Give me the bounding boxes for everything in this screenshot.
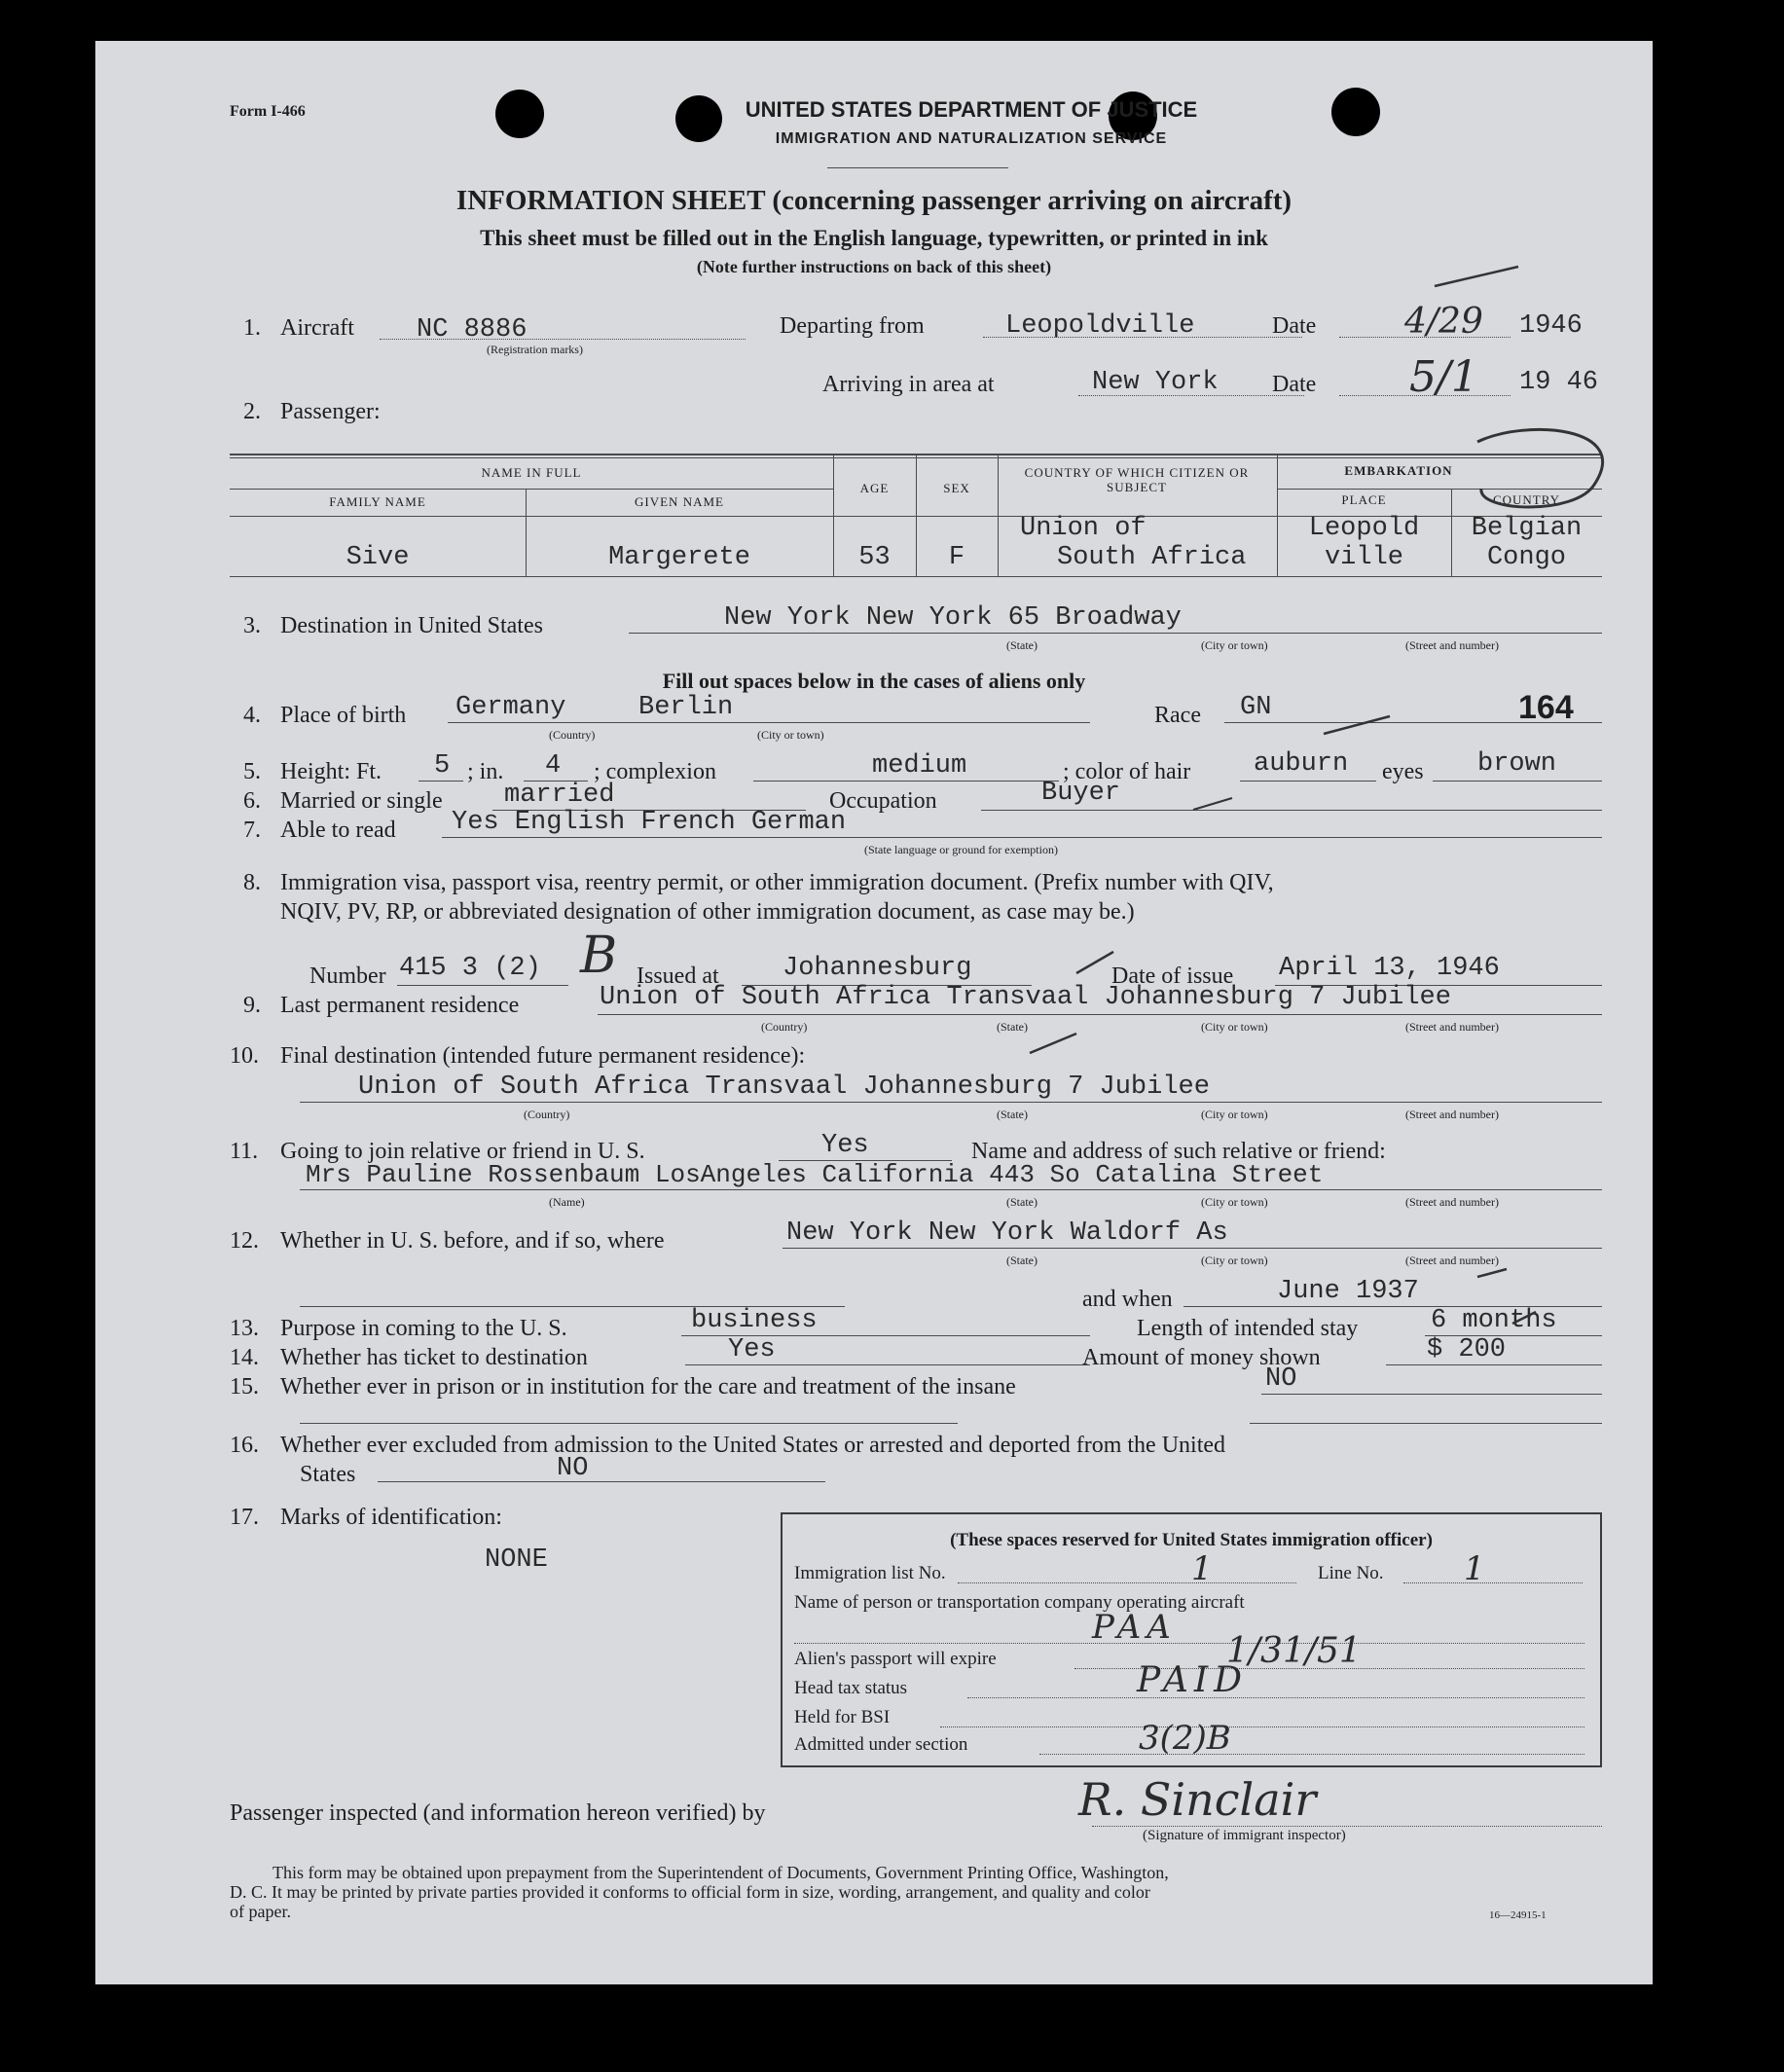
aircraft-label: Aircraft [280, 315, 354, 341]
previous-state-sub: (State) [1006, 1254, 1038, 1267]
marital-value[interactable]: married [504, 781, 615, 810]
birth-country-sub: (Country) [549, 728, 596, 742]
emb-country-cell-line2[interactable]: Congo [1486, 543, 1566, 572]
company-value[interactable]: PAA [1092, 1608, 1177, 1647]
height-in-value[interactable]: 4 [545, 751, 562, 781]
officer-box-title: (These spaces reserved for United States immigration officer) [950, 1530, 1433, 1550]
signature-sub: (Signature of immigrant inspector) [1143, 1828, 1346, 1843]
place-cell-line1[interactable]: Leopold [1308, 514, 1420, 543]
family-name-header: FAMILY NAME [329, 494, 426, 509]
doc-hand-mark: B [580, 927, 618, 985]
passenger-label: Passenger: [280, 399, 381, 424]
aliens-only-note: Fill out spaces below in the cases of aliens only [662, 669, 1086, 693]
height-ft-label: Height: Ft. [280, 759, 382, 784]
doi-value[interactable]: April 13, 1946 [1279, 954, 1500, 983]
ticket-label: Whether has ticket to destination [280, 1345, 588, 1370]
relative-label: Name and address of such relative or friend: [971, 1139, 1386, 1164]
ticket-value[interactable]: Yes [728, 1335, 776, 1364]
item16-number: 16. [230, 1433, 259, 1458]
complexion-label: ; complexion [594, 759, 716, 784]
item4-number: 4. [243, 703, 261, 728]
birthplace-label: Place of birth [280, 703, 407, 728]
item8-number: 8. [243, 870, 261, 895]
item15-number: 15. [230, 1374, 259, 1400]
country-header: COUNTRY OF WHICH CITIZEN OR SUBJECT [1024, 465, 1250, 494]
doc-number-label: Number [309, 963, 386, 989]
previous-visit-value[interactable]: New York New York Waldorf As [786, 1218, 1228, 1248]
stay-value[interactable]: 6 months [1431, 1306, 1557, 1335]
embarkation-header: EMBARKATION [1344, 463, 1453, 478]
eyes-value[interactable]: brown [1477, 749, 1557, 779]
height-in-label: ; in. [467, 759, 504, 784]
item9-number: 9. [243, 993, 261, 1018]
destination-street-sub: (Street and number) [1405, 638, 1499, 652]
inspection-label: Passenger inspected (and information hereon verified) by [230, 1800, 766, 1826]
citizen-cell-line2[interactable]: South Africa [1057, 543, 1247, 572]
form-sheet [95, 41, 1653, 1984]
residence-country-sub: (Country) [761, 1020, 808, 1034]
marital-label: Married or single [280, 788, 443, 814]
prison-value[interactable]: NO [1265, 1364, 1297, 1394]
instruction-note: (Note further instructions on back of this sheet) [696, 257, 1052, 276]
residence-city-sub: (City or town) [1201, 1020, 1268, 1034]
destination-label: Destination in United States [280, 613, 543, 638]
departing-value[interactable]: Leopoldville [1005, 311, 1195, 341]
join-value[interactable]: Yes [821, 1131, 869, 1160]
instruction-line: This sheet must be filled out in the English language, typewritten, or printed in ink [480, 226, 1268, 250]
race-code: 164 [1518, 689, 1574, 726]
residence-value[interactable]: Union of South Africa Transvaal Johannesburg 7 Jubilee [600, 983, 1451, 1012]
sex-header: SEX [943, 481, 970, 495]
residence-state-sub: (State) [997, 1020, 1028, 1034]
destination-value[interactable]: New York New York 65 Broadway [724, 603, 1182, 633]
item13-number: 13. [230, 1316, 259, 1341]
form-number: Form I-466 [230, 103, 306, 120]
section-value[interactable]: 3(2)B [1139, 1719, 1231, 1758]
arriving-label: Arriving in area at [822, 372, 995, 397]
footer-line2: D. C. It may be printed by private parties provided it conforms to official form in size, wording, arrangement, and quality and color [230, 1882, 1150, 1902]
join-label: Going to join relative or friend in U. S. [280, 1139, 645, 1164]
date2-label: Date [1272, 372, 1317, 397]
eyes-label: eyes [1382, 759, 1424, 784]
given-name-header: GIVEN NAME [635, 494, 724, 509]
purpose-label: Purpose in coming to the U. S. [280, 1316, 567, 1341]
doc-number-value[interactable]: 415 3 (2) [399, 954, 541, 983]
hair-value[interactable]: auburn [1254, 749, 1349, 779]
item5-number: 5. [243, 759, 261, 784]
punch-hole-right [1331, 88, 1380, 136]
birth-city-sub: (City or town) [757, 728, 824, 742]
punch-hole-left [495, 90, 544, 138]
emb-country-cell-line1[interactable]: Belgian [1471, 514, 1583, 543]
given-name-cell[interactable]: Margerete [608, 543, 750, 572]
footer-code: 16—24915-1 [1489, 1909, 1547, 1921]
item12-number: 12. [230, 1228, 259, 1254]
passport-expire-label: Alien's passport will expire [794, 1649, 997, 1669]
stay-label: Length of intended stay [1137, 1316, 1359, 1341]
place-cell-line2[interactable]: ville [1324, 543, 1403, 572]
money-label: Amount of money shown [1082, 1345, 1321, 1370]
family-name-cell[interactable]: Sive [346, 543, 410, 572]
occupation-value[interactable]: Buyer [1041, 779, 1121, 808]
date-value[interactable]: 4/29 [1404, 302, 1483, 342]
purpose-value[interactable]: business [691, 1306, 818, 1335]
list-no-label: Immigration list No. [794, 1563, 946, 1583]
item11-number: 11. [230, 1139, 259, 1164]
departing-label: Departing from [780, 313, 925, 339]
relative-state-sub: (State) [1006, 1195, 1038, 1209]
document-text-line2: NQIV, PV, RP, or abbreviated designation of other immigration document, as case may be.) [280, 899, 1135, 925]
read-label: Able to read [280, 818, 396, 843]
service-heading: IMMIGRATION AND NATURALIZATION SERVICE [775, 130, 1168, 147]
line-no-label: Line No. [1318, 1563, 1384, 1583]
destination-city-sub: (City or town) [1201, 638, 1268, 652]
when-value[interactable]: June 1937 [1277, 1277, 1419, 1306]
place-header: PLACE [1341, 492, 1387, 507]
destination-state-sub: (State) [1006, 638, 1038, 652]
race-label: Race [1154, 703, 1201, 728]
age-cell[interactable]: 53 [858, 543, 891, 572]
aircraft-sub: (Registration marks) [487, 343, 583, 356]
previous-visit-label: Whether in U. S. before, and if so, where [280, 1228, 665, 1254]
final-city-sub: (City or town) [1201, 1108, 1268, 1121]
page-title: INFORMATION SHEET (concerning passenger arriving on aircraft) [455, 185, 1292, 216]
section-label: Admitted under section [794, 1734, 968, 1755]
item7-number: 7. [243, 818, 261, 843]
relative-street-sub: (Street and number) [1405, 1195, 1499, 1209]
passport-expire-value[interactable]: 1/31/51 [1226, 1631, 1362, 1671]
footer-line1: This form may be obtained upon prepayment from the Superintendent of Documents, Government Printing Office, Washington, [273, 1863, 1169, 1882]
final-destination-label: Final destination (intended future permanent residence): [280, 1043, 806, 1069]
item6-number: 6. [243, 788, 261, 814]
arriving-value[interactable]: New York [1092, 368, 1219, 397]
previous-city-sub: (City or town) [1201, 1254, 1268, 1267]
item10-number: 10. [230, 1043, 259, 1069]
issued-value[interactable]: Johannesburg [783, 954, 972, 983]
complexion-value[interactable]: medium [872, 751, 967, 781]
item3-number: 3. [243, 613, 261, 638]
previous-street-sub: (Street and number) [1405, 1254, 1499, 1267]
read-value[interactable]: Yes English French German [452, 808, 847, 837]
read-sub: (State language or ground for exemption) [864, 843, 1058, 856]
date2-year: 19 46 [1519, 368, 1599, 397]
residence-label: Last permanent residence [280, 993, 520, 1018]
race-value[interactable]: GN [1240, 693, 1272, 722]
bsi-label: Held for BSI [794, 1707, 891, 1727]
occupation-label: Occupation [829, 788, 937, 814]
excluded-value[interactable]: NO [557, 1454, 589, 1483]
age-header: AGE [859, 481, 890, 495]
excluded-label: Whether ever excluded from admission to the United States or arrested and deported from the United [280, 1433, 1226, 1458]
company-label: Name of person or transportation company operating aircraft [794, 1592, 1245, 1613]
relative-name-sub: (Name) [549, 1195, 585, 1209]
final-country-sub: (Country) [524, 1108, 570, 1121]
document-text-line1: Immigration visa, passport visa, reentry permit, or other immigration document. (Prefix number with QIV, [280, 870, 1274, 895]
residence-street-sub: (Street and number) [1405, 1020, 1499, 1034]
line-no-value[interactable]: 1 [1464, 1549, 1485, 1588]
relative-city-sub: (City or town) [1201, 1195, 1268, 1209]
head-tax-label: Head tax status [794, 1678, 908, 1698]
department-heading: UNITED STATES DEPARTMENT OF JUSTICE [745, 97, 1198, 122]
item17-number: 17. [230, 1505, 259, 1530]
citizen-cell-line1[interactable]: Union of [1020, 514, 1147, 543]
head-tax-value[interactable]: PAID [1137, 1660, 1248, 1700]
item14-number: 14. [230, 1345, 259, 1370]
final-street-sub: (Street and number) [1405, 1108, 1499, 1121]
relative-address-value[interactable]: Mrs Pauline Rossenbaum LosAngeles California 443 So Catalina Street [306, 1160, 1324, 1189]
name-in-full-header: NAME IN FULL [481, 465, 582, 480]
hair-label: ; color of hair [1063, 759, 1191, 784]
money-value[interactable]: $ 200 [1427, 1335, 1507, 1364]
final-state-sub: (State) [997, 1108, 1028, 1121]
date2-value[interactable]: 5/1 [1409, 352, 1478, 402]
marks-value[interactable]: NONE [485, 1545, 548, 1575]
date-year: 1946 [1519, 311, 1583, 341]
marks-label: Marks of identification: [280, 1505, 502, 1530]
footer-line3: of paper. [230, 1902, 291, 1921]
aircraft-value[interactable]: NC 8886 [417, 315, 528, 345]
excluded-label-line2: States [300, 1462, 356, 1487]
birth-city-value[interactable]: Berlin [638, 693, 734, 722]
when-label: and when [1082, 1287, 1173, 1312]
item1-number: 1. [243, 315, 261, 341]
list-no-value[interactable]: 1 [1191, 1549, 1213, 1588]
inspector-signature: R. Sinclair [1078, 1773, 1317, 1826]
doi-label: Date of issue [1111, 963, 1234, 989]
issued-label: Issued at [637, 963, 719, 989]
prison-label: Whether ever in prison or in institution for the care and treatment of the insane [280, 1374, 1016, 1400]
height-ft-value[interactable]: 5 [434, 751, 451, 781]
item2-number: 2. [243, 399, 261, 424]
emb-country-header: COUNTRY [1492, 492, 1561, 507]
sex-cell[interactable]: F [948, 543, 965, 572]
birth-country-value[interactable]: Germany [455, 693, 566, 722]
date-label: Date [1272, 313, 1317, 339]
officer-box [781, 1512, 1602, 1767]
final-destination-value[interactable]: Union of South Africa Transvaal Johannesburg 7 Jubilee [358, 1072, 1210, 1102]
